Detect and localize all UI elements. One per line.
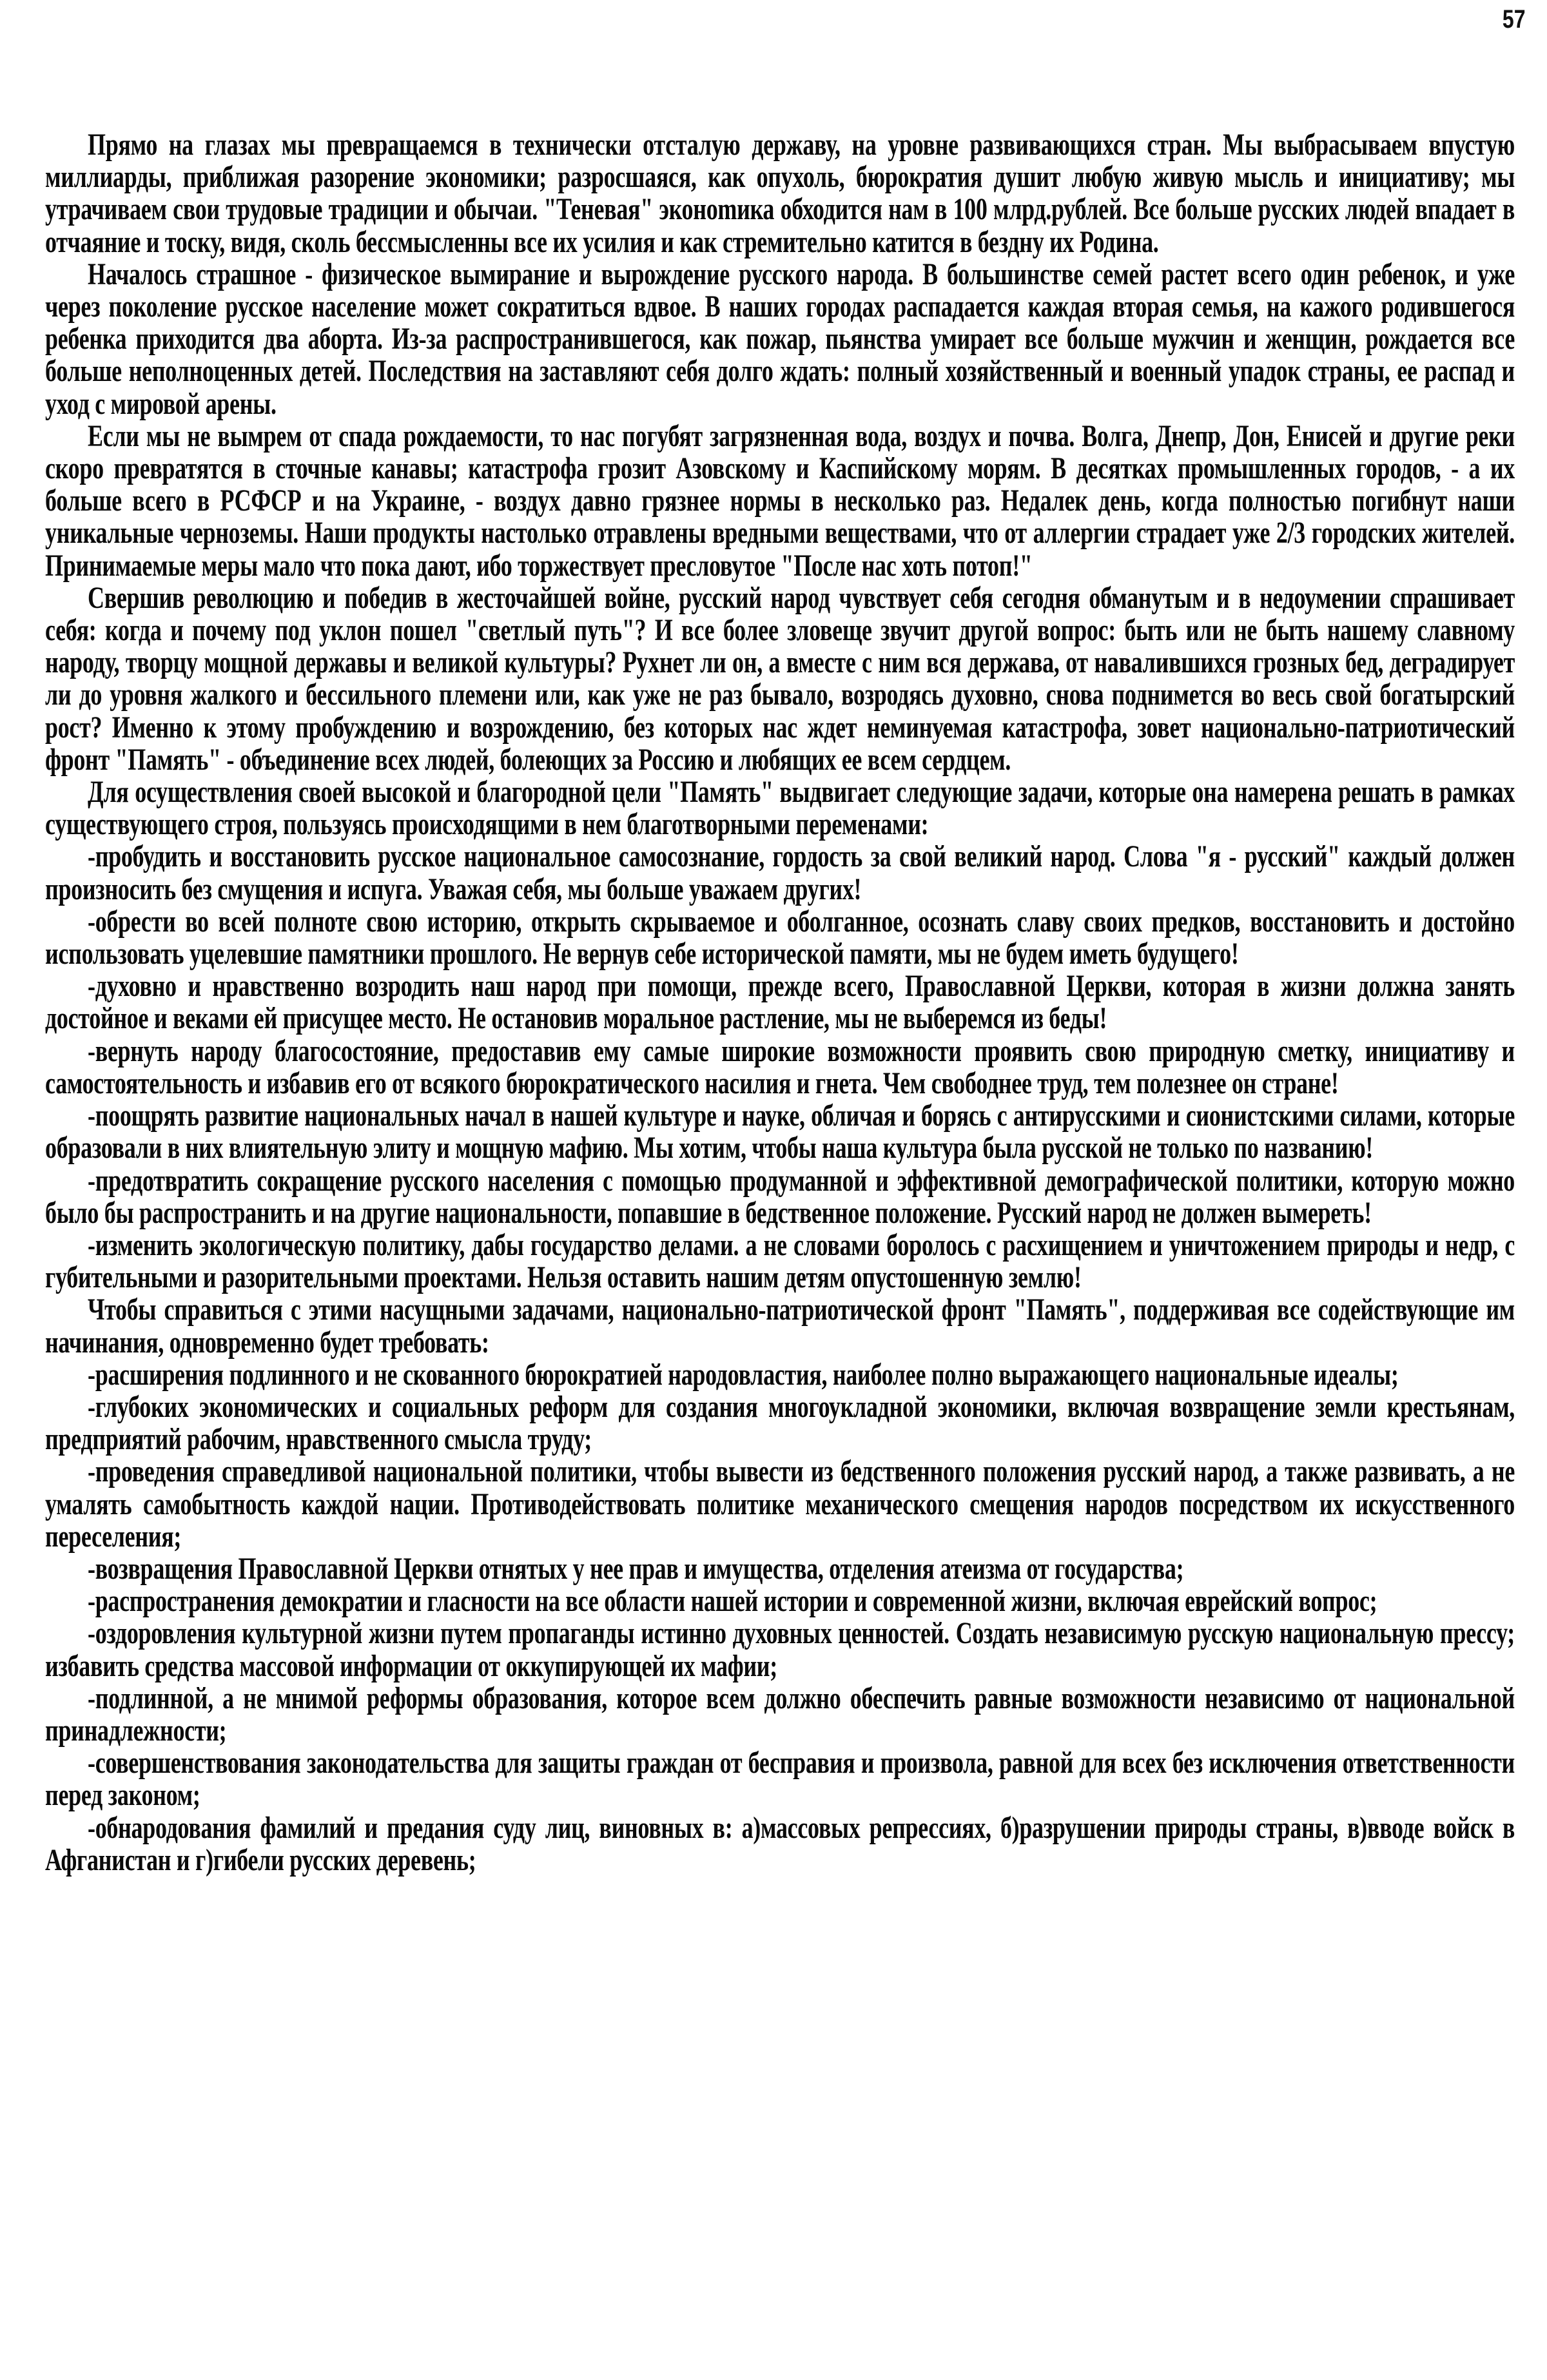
demand-item: -оздоровления культурной жизни путем пропаганды истинно духовных ценностей. Создать независимую русскую национальную прессу; избавить средства массовой информации от оккупирующей их мафии; — [45, 1616, 1515, 1683]
goal-item: -обрести во всей полноте свою историю, открыть скрываемое и оболганное, осознать славу своих предков, восстановить и достойно использовать уцелевшие памятники прошлого. Не вернув себе исторической памяти, мы не будем иметь будущего! — [45, 904, 1515, 971]
document-body — [45, 129, 1515, 1877]
demand-item: -расширения подлинного и не скованного бюрократией народовластия, наиболее полно выражающего национальные идеалы; — [88, 1357, 1399, 1392]
page-number: 57 — [1502, 5, 1525, 34]
demand-item: -проведения справедливой национальной политики, чтобы вывести из бедственного положения русский народ, а также развивать, а не умалять самобытность каждой нации. Противодействовать политике механического смещения народов посредством их искусственного переселения; — [45, 1454, 1515, 1554]
paragraph-demography: Началось страшное - физическое вымирание и вырождение русского народа. В большинстве семей растет всего один ребенок, и уже через поколение русское население может сократиться вдвое. В наших городах распадается каждая вторая семья, на кажого родившегося ребенка приходится два аборта. Из-за распространившегося, как пожар, пьянства умирает все больше мужчин и женщин, рождается все больше неполноценных детей. Последствия на заставляют себя долго ждать: полный хозяйственный и военный упадок страны, ее распад и уход с мировой арены. — [45, 257, 1515, 421]
goal-item: -вернуть народу благосостояние, предоставив ему самые широкие возможности проявить свою природную сметку, инициативу и самостоятельность и избавив его от всякого бюрократического насилия и гнета. Чем свободнее труд, тем полезнее он стране! — [45, 1033, 1515, 1100]
paragraph-decline: Прямо на глазах мы превращаемся в технически отсталую державу, на уровне развивающихся стран. Мы выбрасываем впустую миллиарды, приближая разорение экономики; разросшаяся, как опухоль, бюрократия душит любую живую мысль и инициативу; мы утрачиваем свои трудовые традиции и обычаи. "Теневая" эконоmика обходится нам в 100 млрд.рублей. Все больше русских людей впадает в отчаяние и тоску, видя, сколь бессмысленны все их усилия и как стремительно катится в бездну их Родина. — [45, 128, 1515, 259]
demand-item: -возвращения Православной Церкви отнятых у нее прав и имущества, отделения атеизма от государства; — [88, 1551, 1184, 1586]
paragraph-goals-intro: Для осуществления своей высокой и благородной цели "Память" выдвигает следующие задачи, которые она намерена решать в рамках существующего строя, пользуясь происходящими в нем благотворными переменами: — [45, 775, 1515, 842]
goal-item: -пробудить и восстановить русское национальное самосознание, гордость за свой великий народ. Слова "я - русский" каждый должен произносить без смущения и испуга. Уважая себя, мы больше уважаем других! — [45, 839, 1515, 906]
goal-item: -духовно и нравственно возродить наш народ при помощи, прежде всего, Православной Церкви, которая в жизни должна занять достойное и веками ей присущее место. Не остановив моральное растление, мы не выберемся из беды! — [45, 969, 1515, 1036]
demand-item: -подлинной, а не мнимой реформы образования, которое всем должно обеспечить равные возможности независимо от национальной принадлежности; — [45, 1681, 1515, 1748]
goal-item: -поощрять развитие национальных начал в нашей культуре и науке, обличая и борясь с антирусскими и сионистскими силами, которые образовали в них влиятельную элиту и мощную мафию. Мы хотим, чтобы наша культура была русской не только по названию! — [45, 1098, 1515, 1166]
demand-item: -глубоких экономических и социальных реформ для создания многоукладной экономики, включая возвращение земли крестьянам, предприятий рабочим, нравственного смысла труду; — [45, 1389, 1515, 1457]
demand-item: -распространения демократии и гласности на все области нашей истории и современной жизни, включая еврейский вопрос; — [88, 1584, 1377, 1619]
demand-item: -обнародования фамилий и предания суду лиц, виновных в: а)массовых репрессиях, б)разрушении природы страны, в)вводе войск в Афганистан и г)гибели русских деревень; — [45, 1810, 1515, 1877]
paragraph-demands-intro: Чтобы справиться с этими насущными задачами, национально-патриотической фронт "Память", поддерживая все содействующие им начинания, одновременно будет требовать: — [45, 1292, 1515, 1360]
goal-item: -предотвратить сокращение русского населения с помощью продуманной и эффективной демографической политики, которую можно было бы распространить и на другие национальности, попавшие в бедственное положение. Русский народ не должен вымереть! — [45, 1163, 1515, 1230]
paragraph-ecology: Если мы не вымрем от спада рождаемости, то нас погубят загрязненная вода, воздух и почва. Волга, Днепр, Дон, Енисей и другие реки скоро превратятся в сточные канавы; катастрофа грозит Азовскому и Каспийскому морям. В десятках промышленных городов, - а их больше всего в РСФСР и на Украине, - воздух давно грязнее нормы в несколько раз. Недалек день, когда полностью погибнут наши уникальные черноземы. Наши продукты настолько отравлены вредными веществами, что от аллергии страдает уже 2/3 городских жителей. Принимаемые меры мало что пока дают, ибо торжествует пресловутое "После нас хоть потоп!" — [45, 418, 1515, 583]
paragraph-revolution: Свершив революцию и победив в жесточайшей войне, русский народ чувствует себя сегодня обманутым и в недоумении спрашивает себя: когда и почему под уклон пошел "светлый путь"? И все более зловеще звучит другой вопрос: быть или не быть нашему славному народу, творцу мощной державы и великой культуры? Рухнет ли он, а вместе с ним вся держава, от навалившихся грозных бед, деградирует ли до уровня жалкого и бессильного племени или, как уже не раз бывало, возродясь духовно, снова поднимется во весь свой богатырский рост? Именно к этому пробуждению и возрождению, без которых нас ждет неминуемая катастрофа, зовет национально-патриотический фронт "Память" - объединение всех людей, болеющих за Россию и любящих ее всем сердцем. — [45, 580, 1515, 777]
demand-item: -совершенствования законодательства для защиты граждан от бесправия и произвола, равной для всех без исключения ответственности перед законом; — [45, 1746, 1515, 1813]
goal-item: -изменить экологическую политику, дабы государство делами. а не словами боролось с расхищением и уничтожением природы и недр, с губительными и разорительными проектами. Нельзя оставить нашим детям опустошенную землю! — [45, 1227, 1515, 1295]
